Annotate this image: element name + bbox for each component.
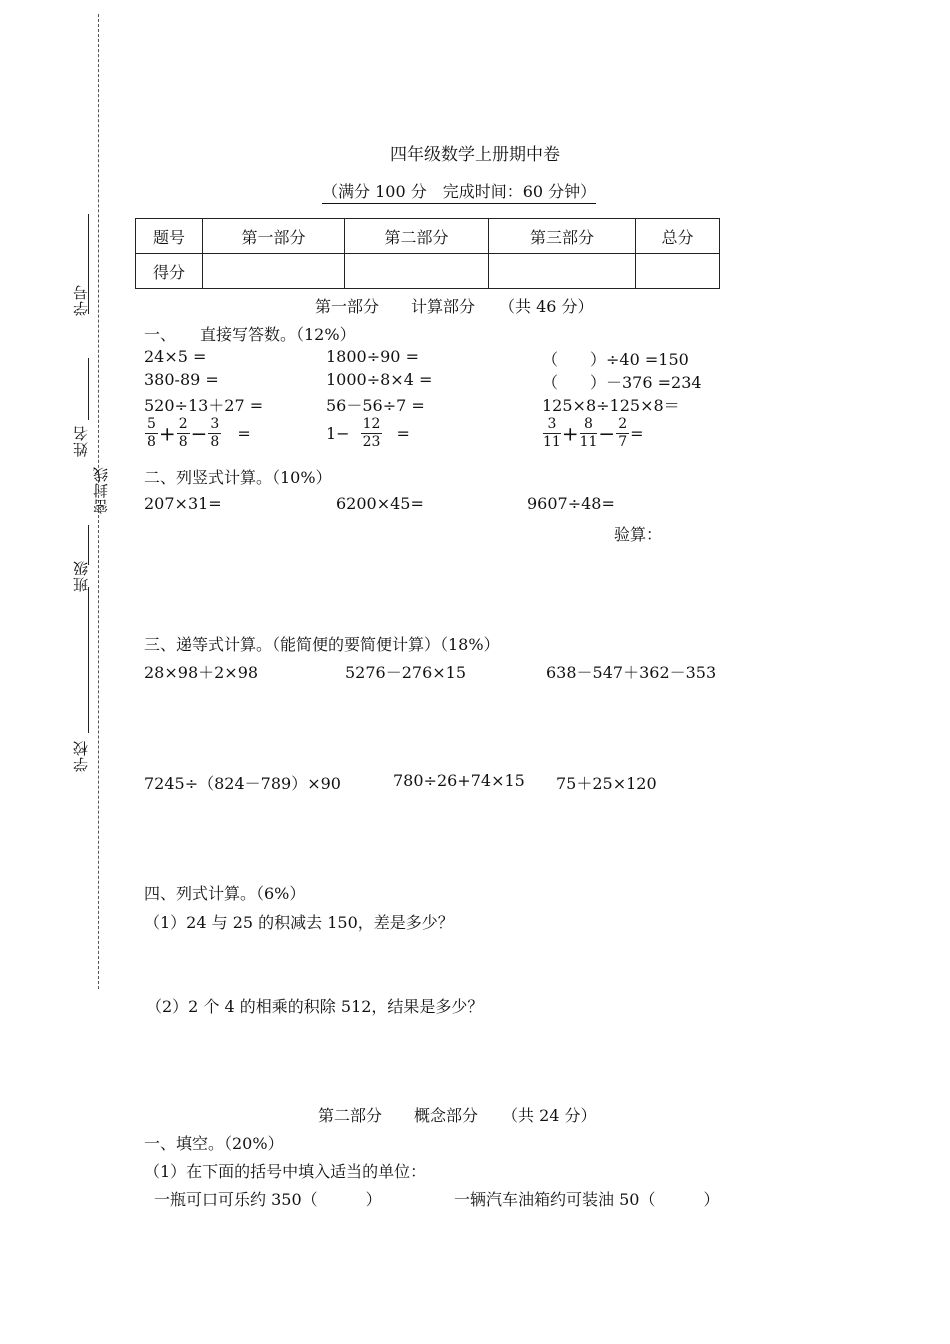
problem: 5276－276×15 (345, 663, 467, 682)
problem: （ ）－376 =234 (542, 373, 702, 392)
part1-heading: 第一部分 计算部分 （共 46 分） (315, 297, 594, 316)
word-problem-2: （2）2 个 4 的相乘的积除 512，结果是多少？ (146, 997, 484, 1016)
problem: 1000÷8×4 = (326, 370, 433, 389)
fraction: $\frac{3}{11}$ (543, 416, 561, 450)
fraction-problem-c: $\frac{3}{11}$ + $\frac{8}{11}$ − $\frac{2}{7}$ = (543, 416, 644, 450)
class-blank-line (88, 525, 89, 565)
fraction: $\frac{5}{8}$ (147, 416, 156, 450)
name-blank-line (88, 358, 89, 420)
header-cell: 题号 (136, 219, 203, 254)
problem: 6200×45= (336, 494, 424, 513)
row-label: 得分 (136, 254, 203, 289)
problem: 125×8÷125×8＝ (542, 396, 680, 415)
section4-title: 四、列式计算。（6%） (144, 884, 306, 903)
header-cell: 第一部分 (203, 219, 345, 254)
page-title: 四年级数学上册期中卷 (390, 145, 560, 165)
page-subtitle: （满分 100 分 完成时间：60 分钟） (322, 179, 596, 204)
problem: 9607÷48= (527, 494, 615, 513)
problem: 207×31= (144, 494, 222, 513)
score-cell[interactable] (203, 254, 345, 289)
school-blank-line (88, 587, 89, 717)
problem: （ ）÷40 =150 (542, 350, 689, 369)
fraction-problem-a: $\frac{5}{8}$ + $\frac{2}{8}$ − $\frac{3}{8}$ = (147, 416, 251, 450)
problem: 520÷13＋27 = (144, 396, 264, 415)
header-cell: 总分 (636, 219, 720, 254)
section2-title: 二、列竖式计算。（10%） (144, 468, 332, 487)
problem: 56－56÷7 = (326, 396, 425, 415)
fill-blank-b: 一辆汽车油箱约可装油 50（ ） (454, 1190, 720, 1209)
fraction: $\frac{2}{8}$ (178, 416, 188, 450)
name-label: 姓名 (72, 425, 90, 457)
word-problem-1: （1）24 与 25 的积减去 150，差是多少？ (144, 913, 454, 932)
header-cell: 第二部分 (345, 219, 489, 254)
score-cell[interactable] (489, 254, 636, 289)
fraction: $\frac{12}{23}$ (362, 416, 381, 450)
part2-section1-title: 一、填空。（20%） (144, 1134, 284, 1153)
part2-heading: 第二部分 概念部分 （共 24 分） (318, 1106, 597, 1125)
problem: 638－547＋362－353 (546, 663, 717, 682)
problem: 780÷26+74×15 (393, 771, 525, 790)
score-table-score-row (136, 254, 720, 289)
fraction: $\frac{8}{11}$ (579, 416, 598, 450)
score-cell[interactable] (345, 254, 489, 289)
problem: 1800÷90 = (326, 347, 419, 366)
problem: 380-89 = (144, 370, 219, 389)
problem: 7245÷（824－789）×90 (144, 774, 341, 793)
seal-line-label: 密封线 (92, 466, 110, 514)
problem: 75＋25×120 (556, 774, 657, 793)
score-table (135, 218, 720, 289)
score-table-header-row (136, 219, 720, 254)
score-cell[interactable] (636, 254, 720, 289)
header-cell: 第三部分 (489, 219, 636, 254)
school-label: 学校 (72, 740, 90, 772)
check-label: 验算： (614, 525, 663, 544)
problem: 28×98＋2×98 (144, 663, 259, 682)
fraction-problem-b: 1− $\frac{12}{23}$ = (326, 416, 410, 450)
section1-title: 一、 直接写答数。（12%） (144, 325, 356, 344)
fraction: $\frac{3}{8}$ (210, 416, 220, 450)
fill-question-1: （1）在下面的括号中填入适当的单位： (144, 1162, 427, 1181)
fill-blank-a: 一瓶可口可乐约 350（ ） (154, 1190, 382, 1209)
section3-title: 三、递等式计算。（能简便的要简便计算）（18%） (144, 635, 500, 654)
problem: 24×5 = (144, 347, 207, 366)
fraction: $\frac{2}{7}$ (618, 416, 628, 450)
id-label: 学号 (72, 284, 90, 316)
class-label: 班级 (72, 560, 90, 592)
